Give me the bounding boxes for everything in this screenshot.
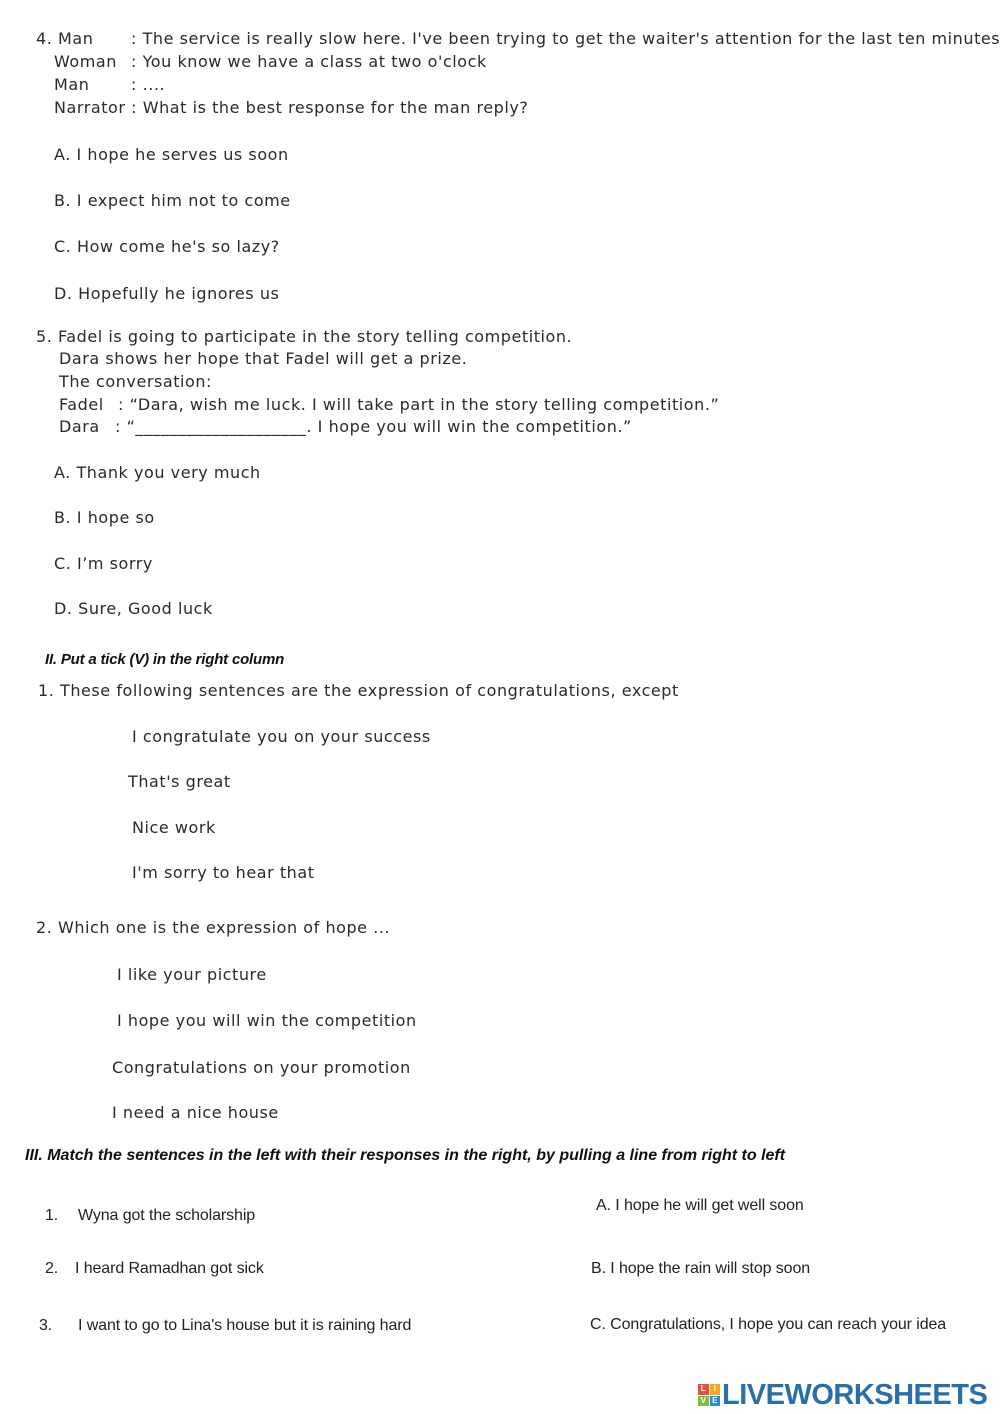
q5-fadel-label: Fadel: [59, 395, 104, 414]
match-left-item-1[interactable]: Wyna got the scholarship: [78, 1207, 256, 1224]
liveworksheets-wordmark: LIVEWORKSHEETS: [722, 1378, 988, 1411]
q4-man2-line: : ....: [131, 75, 166, 94]
liveworksheets-mark-icon: [698, 1384, 720, 1406]
section2-q2: 2. Which one is the expression of hope ...: [36, 918, 391, 937]
q4-man-label: 4. Man: [36, 29, 94, 48]
q4-option-d[interactable]: D. Hopefully he ignores us: [54, 284, 280, 303]
q4-option-b[interactable]: B. I expect him not to come: [54, 191, 291, 210]
match-right-item-a[interactable]: A. I hope he will get well soon: [596, 1197, 804, 1214]
q5-dara-line: : “____________________. I hope you will win the competition.”: [115, 417, 632, 436]
q5-line3: The conversation:: [59, 372, 212, 391]
section2-q1-item-4[interactable]: I'm sorry to hear that: [132, 863, 315, 882]
q5-option-b[interactable]: B. I hope so: [54, 508, 155, 527]
logo-mark-letter-e: E: [710, 1396, 721, 1407]
section2-q2-item-2[interactable]: I hope you will win the competition: [117, 1011, 417, 1030]
q4-man2-label: Man: [54, 75, 90, 94]
match-left-num-1: 1.: [45, 1207, 59, 1224]
match-right-item-c[interactable]: C. Congratulations, I hope you can reach your idea: [590, 1316, 947, 1333]
q5-option-d[interactable]: D. Sure, Good luck: [54, 599, 213, 618]
q4-narrator: Narrator : What is the best response for the man reply?: [54, 98, 529, 117]
section2-heading: II. Put a tick (V) in the right column: [45, 651, 285, 668]
q5-option-c[interactable]: C. I’m sorry: [54, 554, 153, 573]
liveworksheets-logo[interactable]: [698, 1380, 987, 1410]
section2-q2-item-3[interactable]: Congratulations on your promotion: [112, 1058, 411, 1077]
q4-man-line: : The service is really slow here. I've been trying to get the waiter's attention for the last ten minutes: [131, 29, 1000, 48]
q4-option-c[interactable]: C. How come he's so lazy?: [54, 237, 280, 256]
q4-woman-label: Woman: [54, 52, 117, 71]
match-left-item-2[interactable]: I heard Ramadhan got sick: [75, 1260, 264, 1277]
section2-q1: 1. These following sentences are the expression of congratulations, except: [38, 681, 679, 700]
match-left-num-3: 3.: [39, 1317, 53, 1334]
section2-q1-item-3[interactable]: Nice work: [132, 818, 216, 837]
logo-mark-letter-i: I: [710, 1384, 721, 1395]
section2-q2-item-1[interactable]: I like your picture: [117, 965, 267, 984]
q4-woman-line: : You know we have a class at two o'clock: [131, 52, 487, 71]
section2-q1-item-2[interactable]: That's great: [128, 772, 231, 791]
section3-heading: III. Match the sentences in the left with their responses in the right, by pulling a line from right to left: [25, 1147, 786, 1164]
q5-dara-label: Dara: [59, 417, 100, 436]
q5-option-a[interactable]: A. Thank you very much: [54, 463, 261, 482]
match-left-num-2: 2.: [45, 1260, 59, 1277]
q4-option-a[interactable]: A. I hope he serves us soon: [54, 145, 289, 164]
section2-q2-item-4[interactable]: I need a nice house: [112, 1103, 279, 1122]
match-left-item-3[interactable]: I want to go to Lina's house but it is raining hard: [78, 1317, 412, 1334]
match-right-item-b[interactable]: B. I hope the rain will stop soon: [591, 1260, 811, 1277]
logo-mark-letter-v: V: [698, 1396, 709, 1407]
section2-q1-item-1[interactable]: I congratulate you on your success: [132, 727, 431, 746]
q5-line1: 5. Fadel is going to participate in the story telling competition.: [36, 327, 573, 346]
logo-mark-letter-l: L: [698, 1384, 709, 1395]
q5-line2: Dara shows her hope that Fadel will get a prize.: [59, 349, 468, 368]
q5-fadel-line: : “Dara, wish me luck. I will take part in the story telling competition.”: [118, 395, 720, 414]
